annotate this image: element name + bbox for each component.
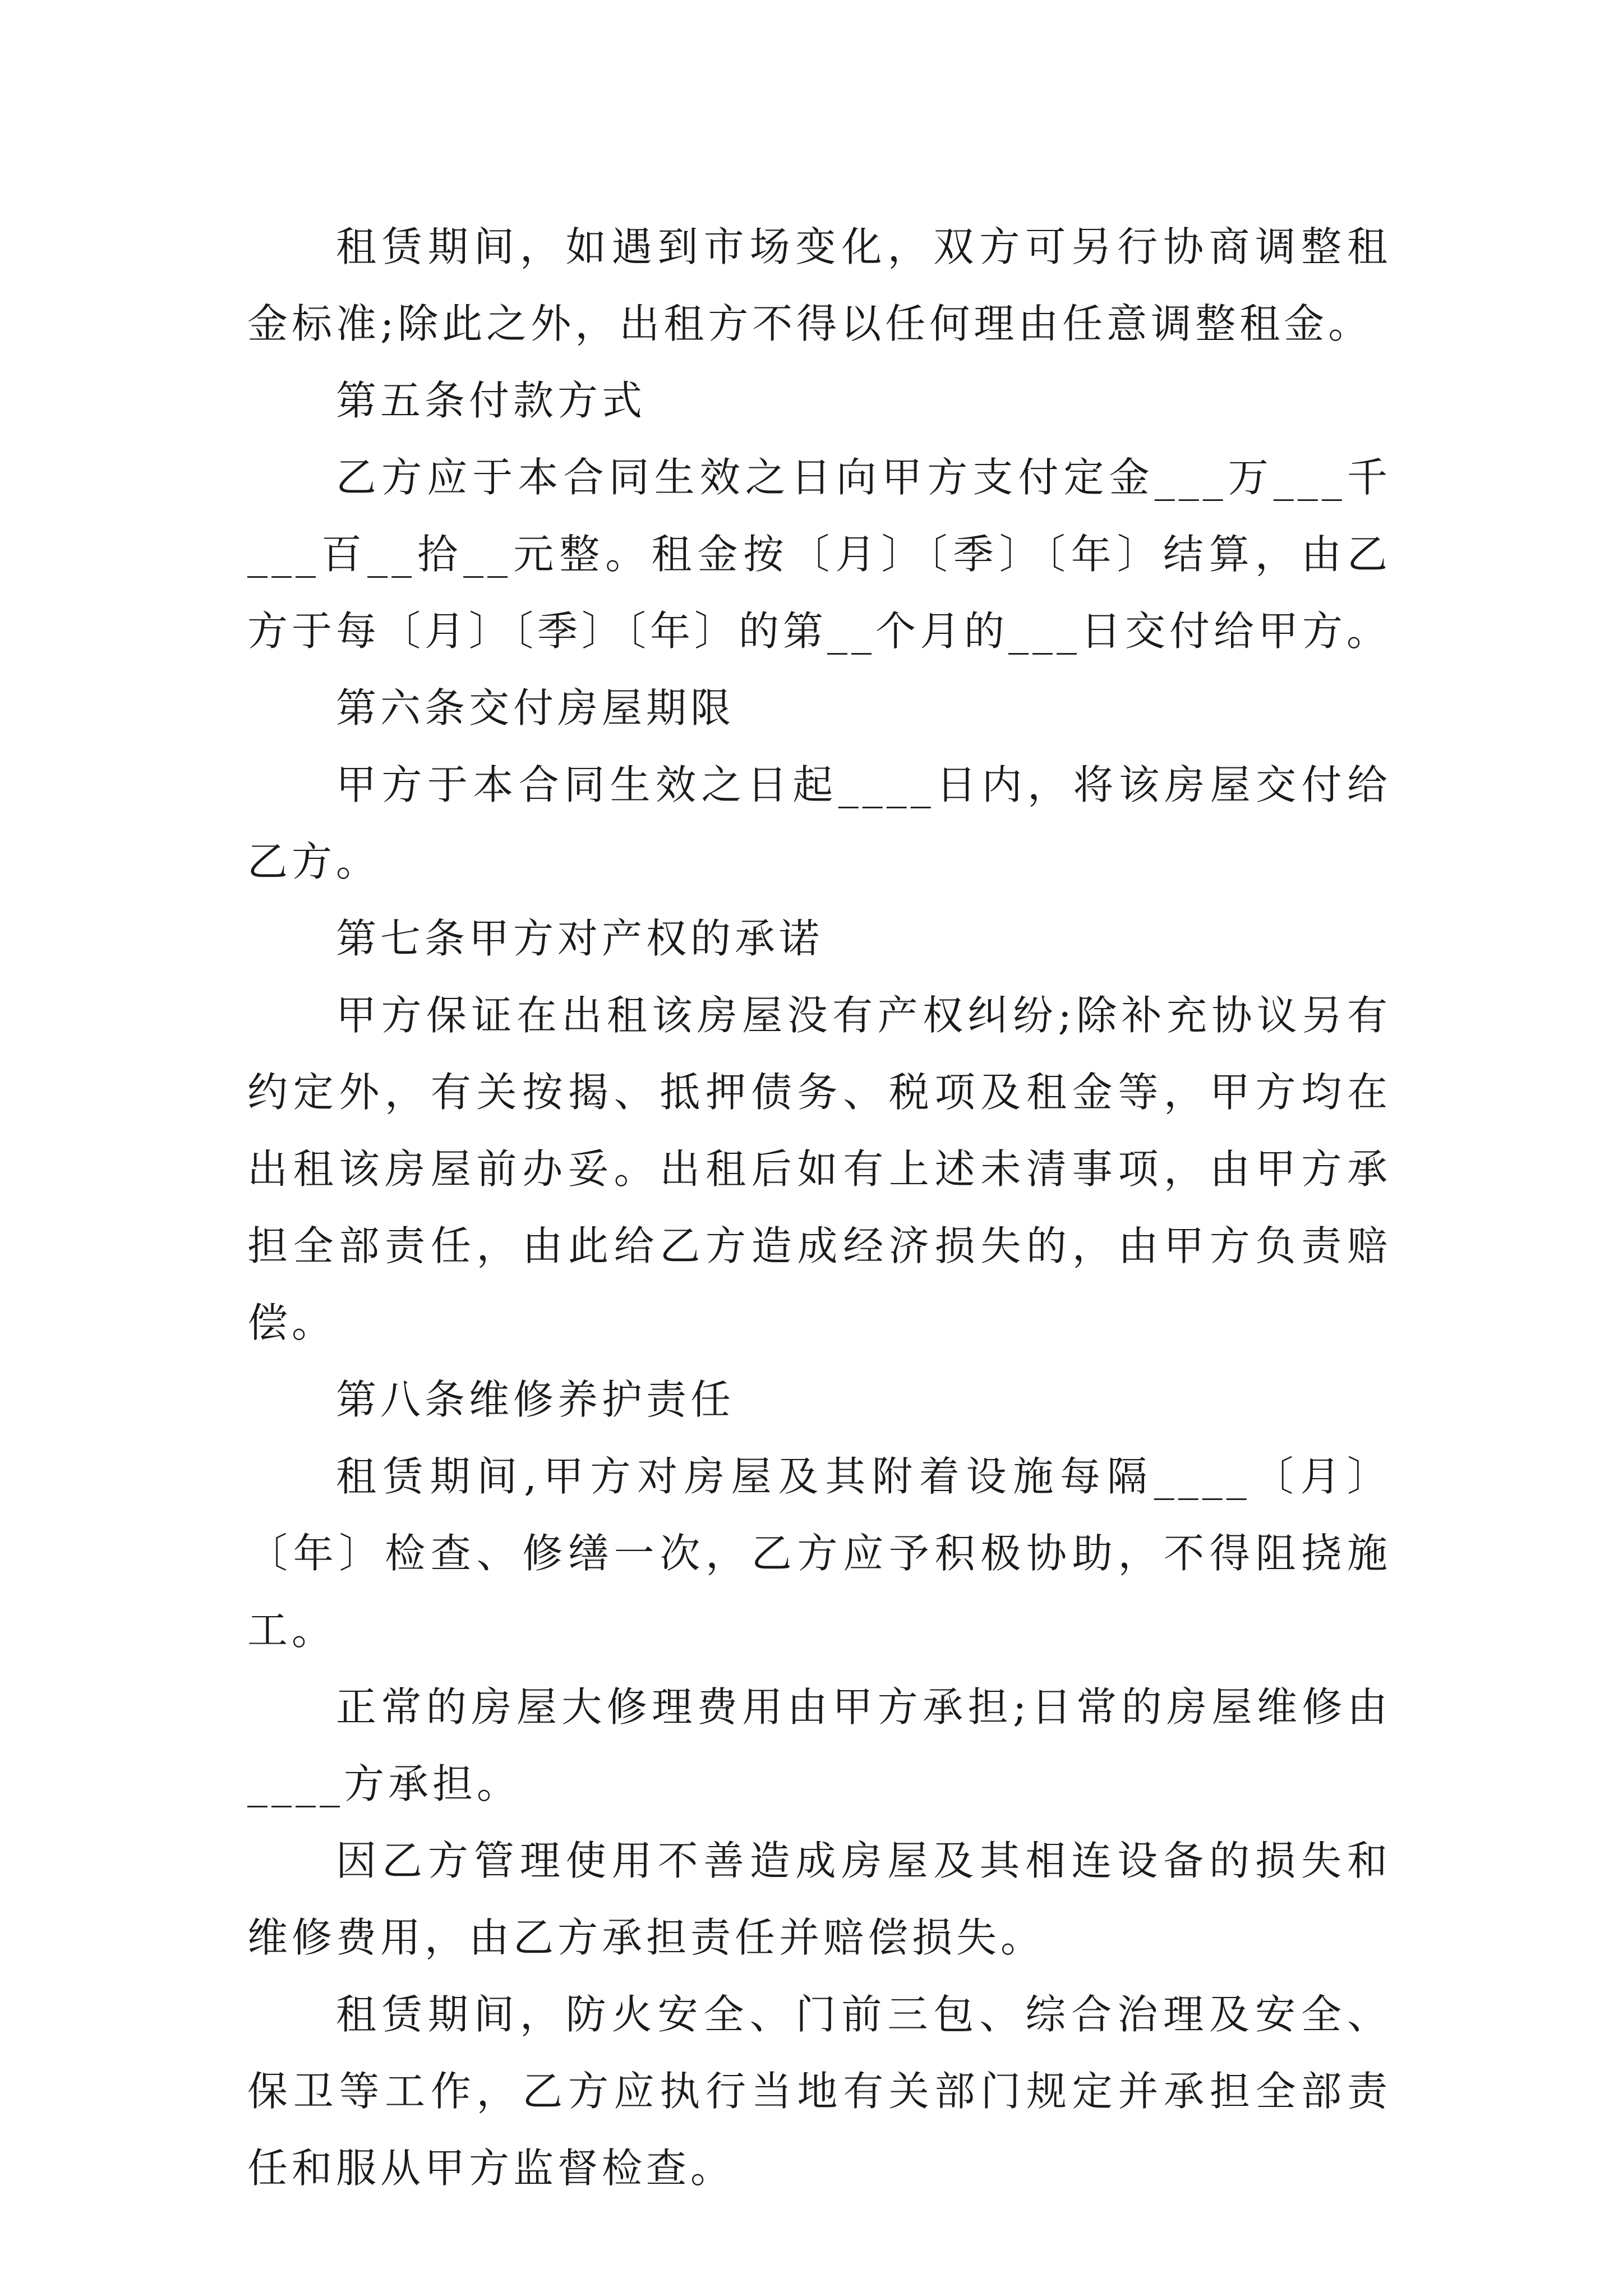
- heading-article-7: 第七条甲方对产权的承诺: [336, 915, 824, 962]
- paragraph-property-rights: 甲方保证在出租该房屋没有产权纠纷;除补充协议另有约定外，有关按揭、抵押债务、税项及租金等，甲方均在出租该房屋前办妥。出租后如有上述未清事项，由甲方承担全部责任，由此给乙方造成经济损失的，由甲方负责赔偿。: [247, 992, 1391, 1346]
- paragraph-delivery: 甲方于本合同生效之日起____日内，将该房屋交付给乙方。: [247, 761, 1391, 885]
- paragraph-rent-adjustment: 租赁期间，如遇到市场变化，双方可另行协商调整租金标准;除此之外，出租方不得以任何理由任意调整租金。: [247, 223, 1391, 347]
- paragraph-inspection: 租赁期间,甲方对房屋及其附着设施每隔____〔月〕〔年〕检查、修缮一次，乙方应予积极协助，不得阻挠施工。: [247, 1453, 1391, 1654]
- heading-article-6: 第六条交付房屋期限: [336, 684, 735, 731]
- paragraph-repair-costs: 正常的房屋大修理费用由甲方承担;日常的房屋维修由____方承担。: [247, 1683, 1391, 1807]
- paragraph-damage-liability: 因乙方管理使用不善造成房屋及其相连设备的损失和维修费用，由乙方承担责任并赔偿损失。: [247, 1837, 1391, 1961]
- heading-article-8: 第八条维修养护责任: [336, 1376, 735, 1423]
- document-body: [247, 209, 1391, 2207]
- paragraph-safety: 租赁期间，防火安全、门前三包、综合治理及安全、保卫等工作，乙方应执行当地有关部门规定并承担全部责任和服从甲方监督检查。: [247, 1991, 1391, 2192]
- heading-article-5: 第五条付款方式: [336, 377, 647, 424]
- paragraph-payment: 乙方应于本合同生效之日向甲方支付定金___万___千___百__拾__元整。租金按〔月〕〔季〕〔年〕结算，由乙方于每〔月〕〔季〕〔年〕的第__个月的___日交付给甲方。: [247, 454, 1391, 655]
